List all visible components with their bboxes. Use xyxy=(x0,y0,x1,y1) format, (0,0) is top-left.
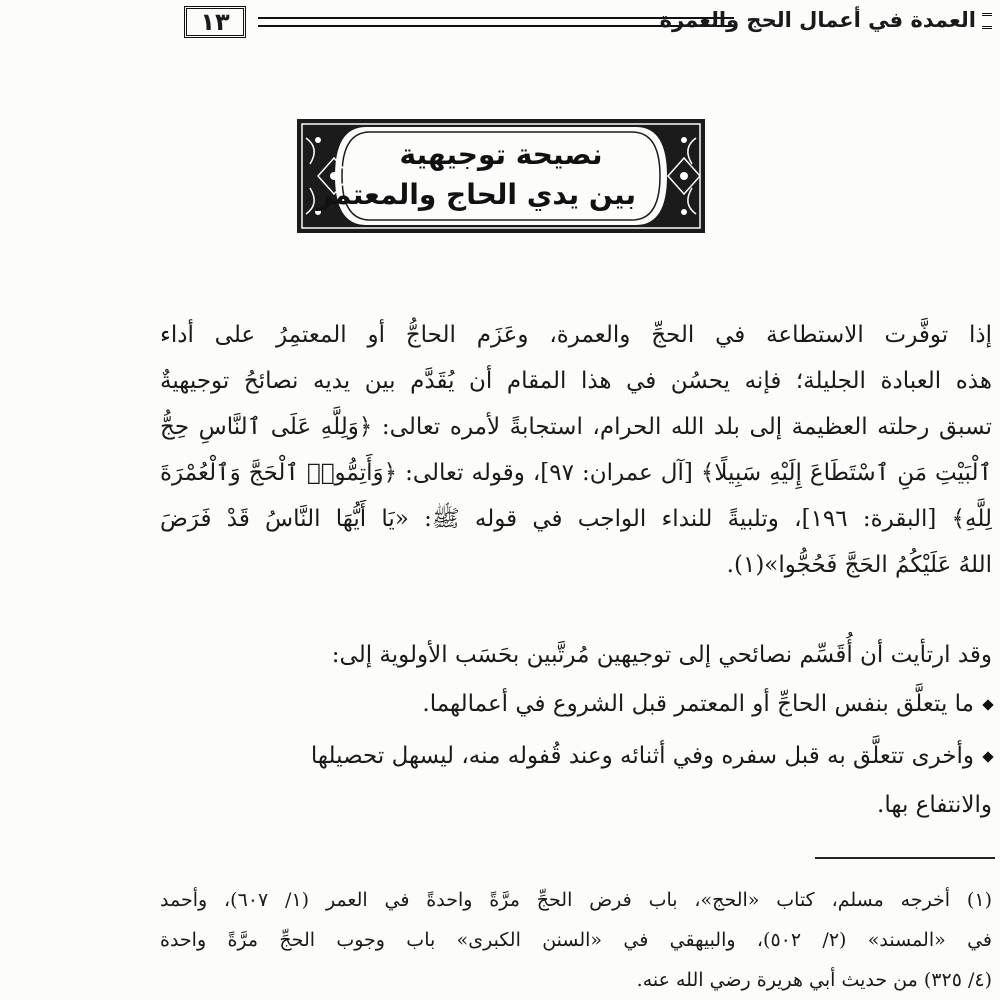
paragraph-line: إذا توفَّرت الاستطاعة في الحجِّ والعمرة، وعَزَم الحاجُّ أو المعتمِرُ على أداء xyxy=(160,322,992,348)
footnote-line: في «المسند» (٢/ ٥٠٢)، والبيهقي في «السنن الكبرى» باب وجوب الحجِّ مرَّةً واحدة xyxy=(160,929,992,951)
banner-title-line-2: بين يدي الحاج والمعتمر xyxy=(316,178,636,211)
paragraph-line: لِلَّهِ﴾ [البقرة: ١٩٦]، وتلبيةً للنداء الواجب في قوله ﷺ: «يَا أَيُّهَا النَّاسُ قَدْ فَرَضَ xyxy=(160,506,992,532)
bullet-icon xyxy=(982,751,993,762)
banner-title-line-1: نصيحة توجيهية xyxy=(399,138,603,171)
page-header xyxy=(184,6,992,38)
footnote-divider xyxy=(815,857,995,859)
guidance-intro: وقد ارتأيت أن أُقَسِّم نصائحي إلى توجيهين مُرتَّبين بحَسَب الأولوية إلى: xyxy=(331,642,992,668)
paragraph-line: اللهُ عَلَيْكُمُ الحَجَّ فَحُجُّوا»(١). xyxy=(726,552,992,578)
list-item-continuation: والانتفاع بها. xyxy=(877,792,992,818)
footnote-line: (١) أخرجه مسلم، كتاب «الحج»، باب فرض الحجِّ مرَّةً واحدةً في العمر (١/ ٦٠٧)، وأحمد xyxy=(160,889,992,911)
list-item-text: وأخرى تتعلَّق به قبل سفره وفي أثنائه وعند قُفوله منه، ليسهل تحصيلها xyxy=(310,743,974,769)
running-title xyxy=(660,6,992,34)
header-mark-icon xyxy=(982,13,992,29)
guidance-paragraph xyxy=(160,632,992,828)
list-item-text: ما يتعلَّق بنفس الحاجِّ أو المعتمر قبل الشروع في أعمالهما. xyxy=(422,691,974,717)
bullet-icon xyxy=(982,699,993,710)
footnotes xyxy=(160,880,992,1000)
list-item xyxy=(160,730,992,782)
page-number: ١٣ xyxy=(184,6,246,38)
footnote-line: (٤/ ٣٢٥) من حديث أبي هريرة رضي الله عنه. xyxy=(636,969,992,991)
banner-frame-icon xyxy=(296,118,706,234)
section-banner xyxy=(296,118,706,234)
list-item xyxy=(160,678,992,730)
paragraph-line: تسبق رحلته العظيمة إلى بلد الله الحرام، استجابةً لأمره تعالى: ﴿وَلِلَّهِ عَلَى ٱلنَّاسِ حِجُّ xyxy=(160,414,992,440)
paragraph-line: ٱلْبَيْتِ مَنِ ٱسْتَطَاعَ إِلَيْهِ سَبِيلًا﴾ [آل عمران: ٩٧]، وقوله تعالى: ﴿وَأَتِمُّوا۟ ٱلْحَجَّ وَٱلْعُمْرَةَ xyxy=(160,460,992,486)
paragraph-line: هذه العبادة الجليلة؛ فإنه يحسُن في هذا المقام أن يُقَدَّم بين يديه نصائحُ توجيهيةٌ xyxy=(160,368,992,394)
running-title-text: العمدة في أعمال الحج والعمرة xyxy=(659,8,976,32)
intro-paragraph xyxy=(160,312,992,588)
